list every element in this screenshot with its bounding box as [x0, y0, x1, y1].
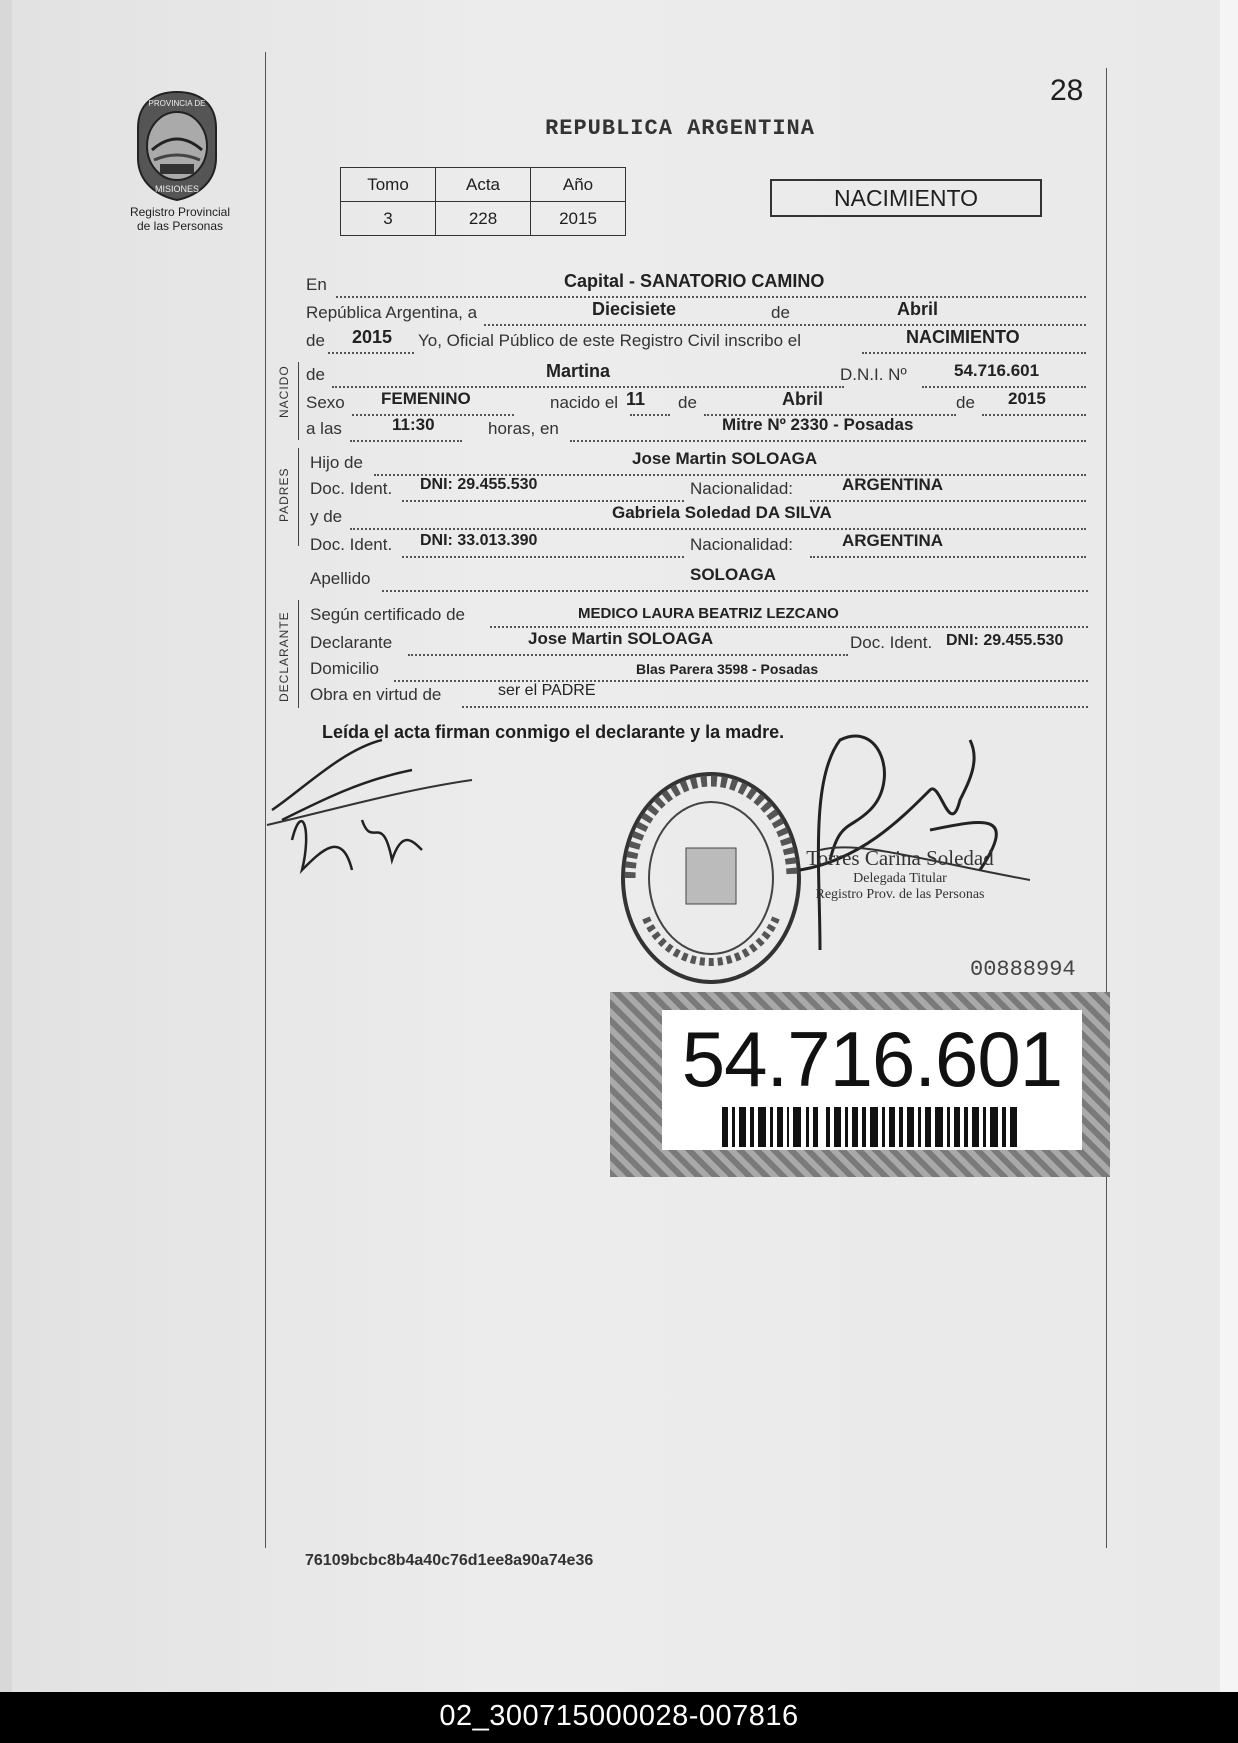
document-type-box: NACIMIENTO	[770, 179, 1042, 217]
nacido-anio-value: 2015	[1008, 389, 1046, 408]
alas-label: a las	[306, 419, 342, 438]
doc2-label: Doc. Ident.	[310, 535, 393, 554]
doc3-label: Doc. Ident.	[850, 633, 933, 652]
lugar-value: Mitre Nº 2330 - Posadas	[722, 415, 914, 434]
domicilio-value: Blas Parera 3598 - Posadas	[636, 661, 819, 677]
hijo-label: Hijo de	[310, 453, 363, 472]
dni-label-inner	[662, 1010, 1082, 1150]
republica-label: República Argentina, a	[306, 303, 478, 322]
doc1-label: Doc. Ident.	[310, 479, 393, 498]
yde-label: y de	[310, 507, 343, 526]
nac2-label: Nacionalidad:	[690, 535, 794, 554]
nombre-label: de	[306, 365, 325, 384]
logo-caption-line2: de las Personas	[136, 219, 224, 233]
dni-label: D.N.I. Nº	[840, 365, 907, 384]
de2-label: de	[306, 331, 325, 350]
dom-label: Domicilio	[310, 659, 379, 678]
nacido-dia-value: 11	[626, 389, 646, 409]
obra-value: ser el PADRE	[498, 682, 596, 699]
side-label-nacido: NACIDO	[277, 365, 291, 418]
side-label-declarante: DECLARANTE	[277, 611, 291, 702]
apellido-dots	[382, 590, 1088, 592]
lugar-dots	[570, 440, 1086, 442]
right-margin-line	[1106, 68, 1107, 1548]
de-label: de	[768, 302, 793, 324]
apellido-label: Apellido	[310, 569, 371, 588]
padre-doc-value: DNI: 29.455.530	[420, 476, 538, 493]
tomo-acta-anio-table	[340, 167, 626, 236]
anio-value: 2015	[352, 327, 393, 347]
cert-label: Según certificado de	[310, 605, 465, 624]
officer-role: Delegada Titular	[853, 871, 947, 886]
anio-value: 2015	[531, 202, 626, 236]
en-label: En	[306, 275, 327, 294]
yo-text: Yo, Oficial Público de este Registro Civil inscribo el	[418, 331, 801, 350]
logo-caption-line1: Registro Provincial	[129, 205, 231, 219]
tomo-value: 3	[341, 202, 436, 236]
hora-dots	[350, 440, 462, 442]
nac1-label: Nacionalidad:	[690, 479, 794, 498]
madre-doc-dots	[402, 556, 684, 558]
serial-number: 00888994	[970, 957, 1076, 982]
svg-text:MISIONES: MISIONES	[154, 184, 200, 194]
apellido-value: SOLOAGA	[690, 565, 776, 584]
tomo-header: Tomo	[341, 168, 436, 202]
padre-value: Jose Martin SOLOAGA	[632, 449, 818, 468]
sexo-value: FEMENINO	[381, 389, 471, 408]
row-domicilio	[310, 656, 1088, 684]
inscribo-dots	[862, 352, 1086, 354]
row-en	[306, 272, 1086, 300]
declarante-doc-value: DNI: 29.455.530	[946, 632, 1064, 649]
nacido-mes-value: Abril	[782, 389, 824, 409]
row-padre-doc	[310, 476, 1086, 504]
dni-dots	[922, 386, 1086, 388]
nacido-section-line	[298, 362, 299, 440]
hora-value: 11:30	[392, 415, 435, 434]
mes-value: Abril	[897, 299, 939, 319]
row-hora-lugar	[306, 416, 1086, 444]
madre-nac-value: ARGENTINA	[842, 531, 944, 550]
footer-bar	[0, 1692, 1238, 1743]
footer-id: 02_300715000028-007816	[439, 1700, 799, 1732]
officer-name: Torres Carina Soledad	[806, 846, 994, 870]
obra-dots	[462, 706, 1088, 708]
row-republica	[306, 300, 1086, 328]
en-value: Capital - SANATORIO CAMINO	[564, 271, 825, 291]
logo-caption	[105, 205, 255, 233]
svg-text:PROVINCIA DE: PROVINCIA DE	[148, 99, 206, 108]
official-seal-stamp	[616, 768, 806, 988]
page-edge	[1220, 0, 1238, 1692]
row-anio-inscribo	[306, 328, 1086, 356]
row-madre-doc	[310, 532, 1086, 560]
row-certificado	[310, 602, 1088, 630]
officer-stamp	[790, 846, 1010, 903]
sexo-label: Sexo	[306, 393, 345, 412]
de3-label: de	[678, 393, 697, 412]
padres-section-line	[298, 448, 299, 546]
dni-value: 54.716.601	[954, 361, 1040, 380]
madre-value: Gabriela Soledad DA SILVA	[612, 503, 832, 522]
page-number: 28	[1050, 74, 1084, 107]
document-hash: 76109bcbc8b4a40c76d1ee8a90a74e36	[305, 1552, 594, 1569]
officer-org: Registro Prov. de las Personas	[815, 887, 985, 902]
horas-label: horas, en	[488, 419, 559, 438]
en-dots	[336, 296, 1086, 298]
madre-doc-value: DNI: 33.013.390	[420, 532, 538, 549]
acta-header: Acta	[436, 168, 531, 202]
side-label-padres: PADRES	[277, 467, 291, 522]
padre-nac-value: ARGENTINA	[842, 475, 944, 494]
madre-nac-dots	[810, 556, 1086, 558]
de4-label: de	[956, 393, 975, 412]
misiones-coat-of-arms-logo	[130, 88, 225, 203]
dni-label-number: 54.716.601	[681, 1015, 1063, 1103]
officer-signature	[780, 720, 1040, 960]
closing-statement: Leída el acta firman conmigo el declarante y la madre.	[322, 722, 785, 742]
row-declarante	[310, 630, 1088, 658]
decl-label: Declarante	[310, 633, 393, 652]
declarante-value: Jose Martin SOLOAGA	[528, 629, 714, 648]
dni-number-label	[610, 992, 1110, 1177]
padre-nac-dots	[810, 500, 1086, 502]
row-apellido	[310, 566, 1088, 594]
document-title: REPUBLICA ARGENTINA	[545, 116, 815, 141]
row-nombre	[306, 362, 1086, 390]
acta-value: 228	[436, 202, 531, 236]
obra-label: Obra en virtud de	[310, 685, 442, 704]
anio-dots	[328, 352, 414, 354]
certificado-value: MEDICO LAURA BEATRIZ LEZCANO	[578, 605, 839, 622]
nombre-value: Martina	[546, 361, 611, 381]
nacido-label: nacido el	[550, 393, 619, 412]
anio-header: Año	[531, 168, 626, 202]
row-obra	[310, 682, 1088, 710]
declarante-section-line	[298, 600, 299, 708]
inscribo-value: NACIMIENTO	[906, 327, 1020, 347]
barcode-icon	[722, 1107, 1022, 1147]
dia-letras-value: Diecisiete	[592, 299, 677, 319]
row-madre	[310, 504, 1086, 532]
declarant-signature	[262, 730, 482, 890]
